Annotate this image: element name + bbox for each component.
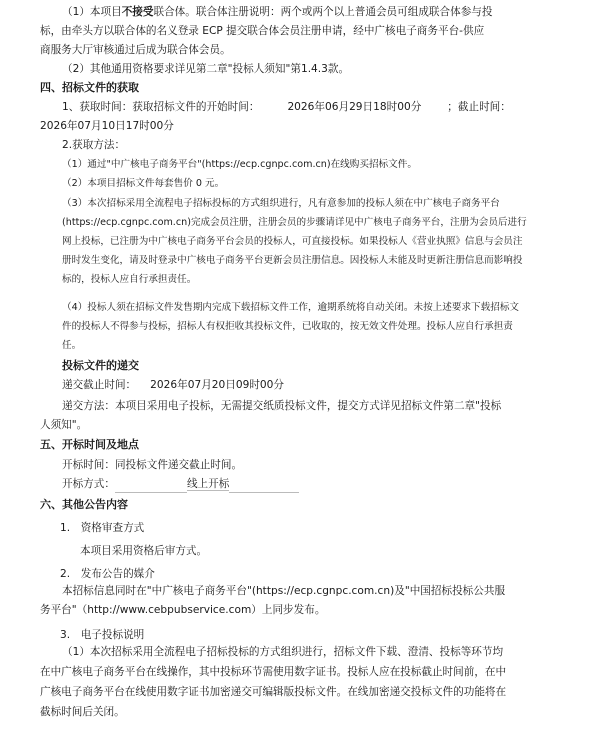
method-item-3-line-4: 册时发生变化，请及时登录中广核电子商务平台更新会员注册信息。因投标人未能及时更新注册信息而影响投: [62, 255, 523, 266]
acquisition-deadline-label: ；截止时间：: [447, 101, 511, 113]
submission-deadline-value: 2026年07月20日09时00分: [150, 379, 285, 391]
item-2-line-2: 务平台"（http://www.cebpubservice.com）上同步发布。: [40, 604, 326, 616]
method-item-3-line-3: 网上投标，已注册为中广核电子商务平台会员的投标人，可直接投标。如果投标人《营业执照》信息与会员注: [62, 236, 523, 247]
item-2-line-1: 本招标信息同时在"中广核电子商务平台"(https://ecp.cgnpc.com.cn)及"中国招标投标公共服: [62, 585, 506, 597]
blank-underline: [115, 480, 187, 493]
submission-deadline-label: 递交截止时间：: [62, 379, 137, 391]
method-item-3-line-2: (https://ecp.cgnpc.com.cn)完成会员注册，注册会员的步骤请详见中广核电子商务平台，注册为会员后进行: [62, 217, 527, 228]
union-clause-line-1: [62, 4, 493, 20]
union-clause-line-3: 商服务大厅审核通过后成为联合体会员。: [40, 44, 231, 56]
method-item-3-line-1: （3）本次招标采用全流程电子招标投标的方式组织进行，凡有意参加的投标人须在中广核电子商务平台: [62, 198, 500, 209]
item-1-body: 本项目采用资格后审方式。: [80, 545, 208, 557]
submission-method-line-1: 递交方法：本项目采用电子投标，无需提交纸质投标文件，提交方式详见招标文件第二章"投标: [62, 400, 502, 412]
method-item-2: （2）本项目招标文件每套售价 0 元。: [62, 178, 225, 189]
general-qualification-clause: （2）其他通用资格要求详见第二章"投标人须知"第1.4.3款。: [62, 63, 350, 75]
union-not-accepted-emphasis: 不接受: [121, 6, 154, 18]
item-3-line-2: 在中广核电子商务平台在线操作，其中投标环节需使用数字证书。投标人应在投标截止时间前，在中: [40, 666, 507, 678]
method-item-4-line-2: 件的投标人不得参与投标，招标人有权拒收其投标文件，已收取的，按无效文件处理。投标人应自行承担责: [62, 321, 513, 332]
acquisition-time-line: [62, 99, 511, 115]
item-1-title: 1. 资格审查方式: [60, 522, 145, 534]
item-3-line-1: （1）本次招标采用全流程电子招标投标的方式组织进行，招标文件下载、澄清、投标等环节均: [62, 646, 504, 658]
acquisition-method-label: 2.获取方法：: [62, 139, 126, 151]
submission-method-line-2: 人须知"。: [40, 419, 88, 431]
opening-time-line: 开标时间：同投标文件递交截止时间。: [62, 459, 243, 471]
union-clause-line-2: 标，由牵头方以联合体的名义登录 ECP 提交联合体会员注册申请，经中广核电子商务平台-供应: [40, 25, 485, 37]
acquisition-time-label: 1、获取时间：获取招标文件的开始时间：: [62, 101, 260, 113]
opening-mode-label: 开标方式：: [62, 478, 115, 490]
section-5-heading: 五、开标时间及地点: [40, 438, 139, 451]
item-3-line-3: 广核电子商务平台在线使用数字证书加密递交可编辑版投标文件。在线加密递交投标文件的功能将在: [40, 686, 507, 698]
opening-mode-value: 线上开标: [186, 478, 230, 490]
section-6-heading: 六、其他公告内容: [40, 498, 128, 511]
method-item-4-line-1: （4）投标人须在招标文件发售期内完成下载招标文件工作，逾期系统将自动关闭。未按上述要求下载招标文: [62, 302, 520, 313]
item-3-line-4: 截标时间后关闭。: [40, 706, 125, 718]
section-4-heading: 四、招标文件的获取: [40, 81, 139, 94]
method-item-1: （1）通过"中广核电子商务平台"(https://ecp.cgnpc.com.cn)在线购买招标文件。: [62, 159, 417, 170]
opening-mode-line: [62, 476, 299, 493]
blank-underline: [229, 480, 299, 493]
acquisition-start-time: 2026年06月29日18时00分: [287, 101, 422, 113]
submission-heading: 投标文件的递交: [62, 359, 139, 372]
method-item-3-line-5: 标的，投标人应自行承担责任。: [62, 274, 197, 285]
acquisition-end-time: 2026年07月10日17时00分: [40, 120, 174, 132]
submission-deadline-line: [62, 377, 284, 393]
union-clause-text: 联合体。联合体注册说明：两个或两个以上普通会员可组成联合体参与投: [153, 6, 493, 18]
union-clause-prefix: （1）本项目: [62, 6, 122, 18]
method-item-4-line-3: 任。: [62, 340, 82, 351]
item-3-title: 3. 电子投标说明: [60, 629, 145, 641]
item-2-title: 2. 发布公告的媒介: [60, 568, 155, 580]
